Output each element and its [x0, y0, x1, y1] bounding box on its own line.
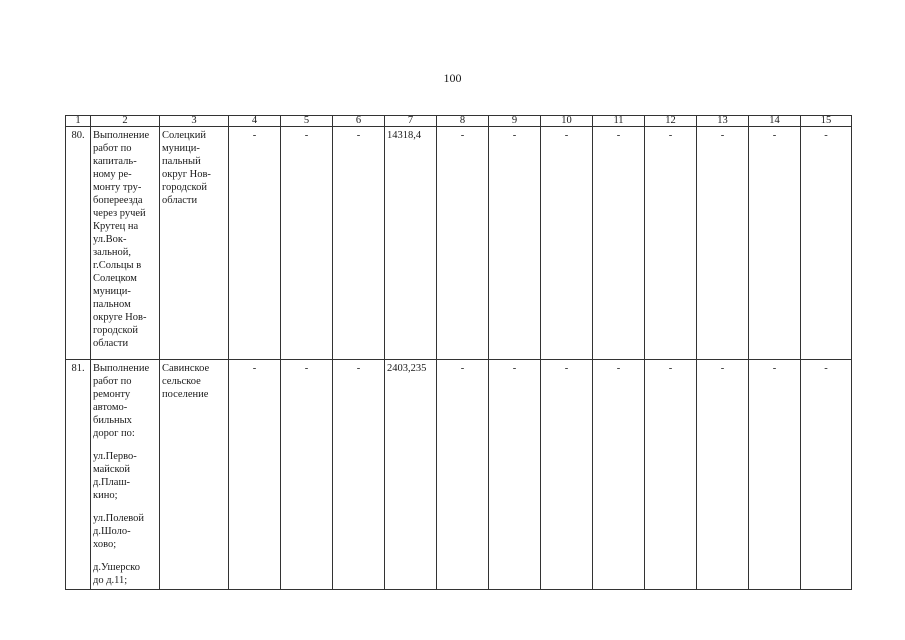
- column-header: 6: [333, 116, 385, 127]
- text-line: д.Плаш-: [93, 477, 131, 488]
- text-line: бильных: [93, 415, 132, 426]
- text-line: Выполнение: [93, 363, 150, 374]
- text-line: автомо-: [93, 402, 128, 413]
- value-cell: -: [333, 360, 385, 590]
- text-line: муници-: [93, 286, 131, 297]
- text-line: области: [93, 338, 129, 349]
- text-line: области: [162, 195, 198, 206]
- column-header: 9: [489, 116, 541, 127]
- text-line: кино;: [93, 490, 118, 501]
- text-line: пальном: [93, 299, 131, 310]
- value-cell: -: [541, 360, 593, 590]
- text-line: дорог по:: [93, 428, 135, 439]
- table-row: [66, 360, 852, 590]
- value-cell: -: [489, 360, 541, 590]
- text-line: пальный: [162, 156, 201, 167]
- value-cell: -: [801, 360, 852, 590]
- text-line: майской: [93, 464, 130, 475]
- text-line: зальной,: [93, 247, 132, 258]
- value-cell: -: [229, 360, 281, 590]
- data-table: [65, 115, 852, 590]
- text-line: муници-: [162, 143, 200, 154]
- table-row: [66, 127, 852, 360]
- text-line: д.Шоло-: [93, 526, 131, 537]
- column-header: 12: [645, 116, 697, 127]
- value-cell: -: [437, 360, 489, 590]
- text-line: Крутец на: [93, 221, 139, 232]
- text-line: ному ре-: [93, 169, 132, 180]
- column-header: 7: [385, 116, 437, 127]
- text-line: Выполнение: [93, 130, 150, 141]
- column-header: 14: [749, 116, 801, 127]
- text-line: монту тру-: [93, 182, 142, 193]
- value-cell: -: [645, 127, 697, 360]
- value-cell: -: [749, 360, 801, 590]
- value-cell: -: [593, 360, 645, 590]
- text-line: хово;: [93, 539, 117, 550]
- text-line: ремонту: [93, 389, 131, 400]
- column-header: 1: [66, 116, 91, 127]
- text-line: городской: [162, 182, 207, 193]
- column-header: 4: [229, 116, 281, 127]
- column-header: 2: [91, 116, 160, 127]
- value-cell: -: [697, 360, 749, 590]
- text-line: до д.11;: [93, 575, 128, 586]
- row-number: 81.: [66, 360, 91, 590]
- work-description: [91, 127, 160, 360]
- column-header: 3: [160, 116, 229, 127]
- value-cell: -: [593, 127, 645, 360]
- paragraph-gap: [93, 551, 157, 561]
- value-cell: -: [541, 127, 593, 360]
- text-line: сельское: [162, 376, 201, 387]
- place-cell: [160, 127, 229, 360]
- value-cell: 2403,235: [385, 360, 437, 590]
- value-cell: -: [749, 127, 801, 360]
- text-line: ул.Перво-: [93, 451, 137, 462]
- text-line: бопереезда: [93, 195, 143, 206]
- text-line: округе Нов-: [93, 312, 147, 323]
- value-cell: -: [333, 127, 385, 360]
- value-cell: -: [281, 360, 333, 590]
- text-line: г.Сольцы в: [93, 260, 142, 271]
- text-line: работ по: [93, 143, 132, 154]
- text-line: Савинское: [162, 363, 210, 374]
- text-line: работ по: [93, 376, 132, 387]
- column-header: 10: [541, 116, 593, 127]
- column-header: 5: [281, 116, 333, 127]
- header-row: [66, 116, 852, 127]
- value-cell: -: [437, 127, 489, 360]
- value-cell: -: [281, 127, 333, 360]
- column-header: 15: [801, 116, 852, 127]
- column-header: 8: [437, 116, 489, 127]
- paragraph-gap: [93, 440, 157, 450]
- value-cell: -: [229, 127, 281, 360]
- paragraph-gap: [93, 502, 157, 512]
- value-cell: -: [645, 360, 697, 590]
- value-cell: -: [489, 127, 541, 360]
- text-line: поселение: [162, 389, 209, 400]
- page-number: 100: [443, 71, 462, 85]
- row-number: 80.: [66, 127, 91, 360]
- text-line: через ручей: [93, 208, 146, 219]
- text-line: городской: [93, 325, 138, 336]
- text-line: округ Нов-: [162, 169, 211, 180]
- text-line: Солецком: [93, 273, 137, 284]
- value-cell: -: [801, 127, 852, 360]
- work-description: [91, 360, 160, 590]
- value-cell: -: [697, 127, 749, 360]
- text-line: Солецкий: [162, 130, 206, 141]
- value-cell: 14318,4: [385, 127, 437, 360]
- text-line: ул.Вок-: [93, 234, 127, 245]
- text-line: капиталь-: [93, 156, 137, 167]
- column-header: 13: [697, 116, 749, 127]
- text-line: д.Ушерско: [93, 562, 140, 573]
- place-cell: [160, 360, 229, 590]
- column-header: 11: [593, 116, 645, 127]
- text-line: ул.Полевой: [93, 513, 145, 524]
